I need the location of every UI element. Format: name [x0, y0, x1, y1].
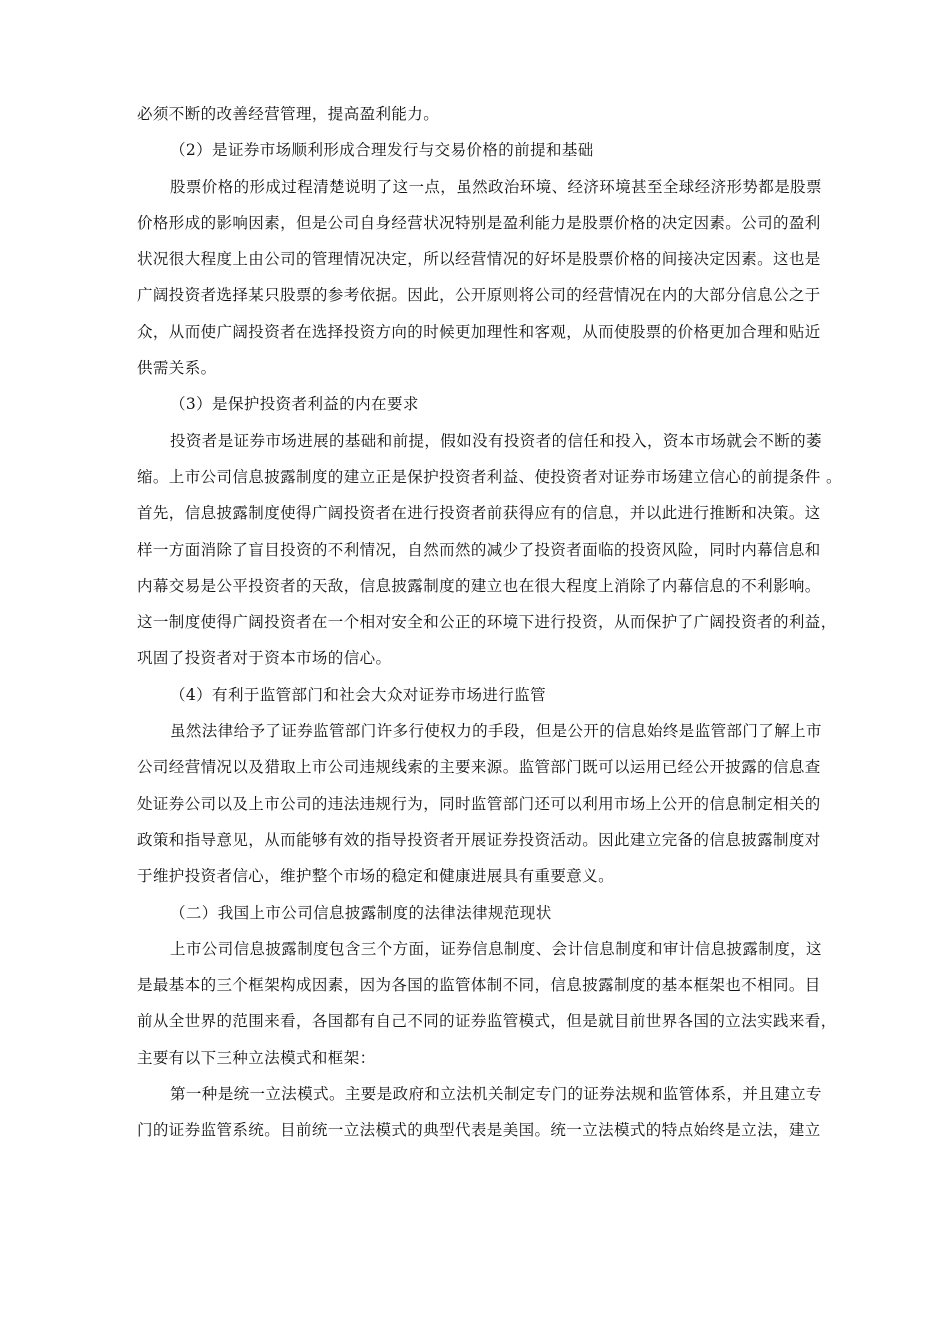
text-line: 处证券公司以及上市公司的违法违规行为，同时监管部门还可以利用市场上公开的信息制定相关的 [137, 794, 821, 813]
text-line: 内幕交易是公平投资者的天敌，信息披露制度的建立也在很大程度上消除了内幕信息的不利影响。 [137, 576, 821, 595]
section-heading: （二）我国上市公司信息披露制度的法律法律规范现状 [170, 903, 552, 922]
text-line: 上市公司信息披露制度包含三个方面，证券信息制度、会计信息制度和审计信息披露制度，这 [170, 939, 822, 958]
text-line: 第一种是统一立法模式。主要是政府和立法机关制定专门的证券法规和监管体系，并且建立专 [170, 1085, 822, 1104]
section-heading: （3）是保护投资者利益的内在要求 [170, 395, 419, 414]
text-line: 主要有以下三种立法模式和框架： [137, 1048, 376, 1067]
text-line: 样一方面消除了盲目投资的不利情况，自然而然的减少了投资者面临的投资风险，同时内幕信息和 [137, 540, 821, 559]
document-body [137, 96, 863, 1149]
text-line: 供需关系。 [137, 359, 217, 378]
section-heading: （2）是证券市场顺利形成合理发行与交易价格的前提和基础 [170, 141, 594, 160]
text-line: 巩固了投资者对于资本市场的信心。 [137, 649, 392, 668]
text-line: 广阔投资者选择某只股票的参考依据。因此，公开原则将公司的经营情况在内的大部分信息公之于 [137, 286, 821, 305]
text-line: 投资者是证券市场进展的基础和前提，假如没有投资者的信任和投入，资本市场就会不断的萎 [170, 431, 822, 450]
text-line: 公司经营情况以及猎取上市公司违规线索的主要来源。监管部门既可以运用已经公开披露的信息查 [137, 758, 821, 777]
text-line: 是最基本的三个框架构成因素，因为各国的监管体制不同，信息披露制度的基本框架也不相同。目 [137, 976, 821, 995]
text-line: 虽然法律给予了证券监管部门许多行使权力的手段，但是公开的信息始终是监管部门了解上市 [170, 722, 822, 741]
text-line: 众，从而使广阔投资者在选择投资方向的时候更加理性和客观，从而使股票的价格更加合理和贴近 [137, 322, 821, 341]
text-line: 首先，信息披露制度使得广阔投资者在进行投资者前获得应有的信息，并以此进行推断和决策。这 [137, 504, 821, 523]
text-line: 缩。上市公司信息披露制度的建立正是保护投资者利益、使投资者对证券市场建立信心的前提条件 。 [137, 467, 842, 486]
text-line: 前从全世界的范围来看，各国都有自己不同的证券监管模式，但是就目前世界各国的立法实践来看， [137, 1012, 837, 1031]
text-line: 于维护投资者信心，维护整个市场的稳定和健康进展具有重要意义。 [137, 867, 615, 886]
text-line: 股票价格的形成过程清楚说明了这一点，虽然政治环境、经济环境甚至全球经济形势都是股票 [170, 177, 822, 196]
text-line: 政策和指导意见，从而能够有效的指导投资者开展证券投资活动。因此建立完备的信息披露制度对 [137, 830, 821, 849]
text-line: 必须不断的改善经营管理，提高盈利能力。 [137, 105, 440, 123]
text-line: 价格形成的影响因素，但是公司自身经营状况特别是盈利能力是股票价格的决定因素。公司的盈利 [137, 213, 821, 232]
text-line: 门的证券监管系统。目前统一立法模式的典型代表是美国。统一立法模式的特点始终是立法，建立 [137, 1121, 821, 1140]
section-heading: （4）有利于监管部门和社会大众对证券市场进行监管 [170, 685, 546, 704]
text-line: 状况很大程度上由公司的管理情况决定，所以经营情况的好坏是股票价格的间接决定因素。这也是 [137, 250, 821, 269]
text-line: 这一制度使得广阔投资者在一个相对安全和公正的环境下进行投资，从而保护了广阔投资者的利益， [137, 613, 837, 632]
